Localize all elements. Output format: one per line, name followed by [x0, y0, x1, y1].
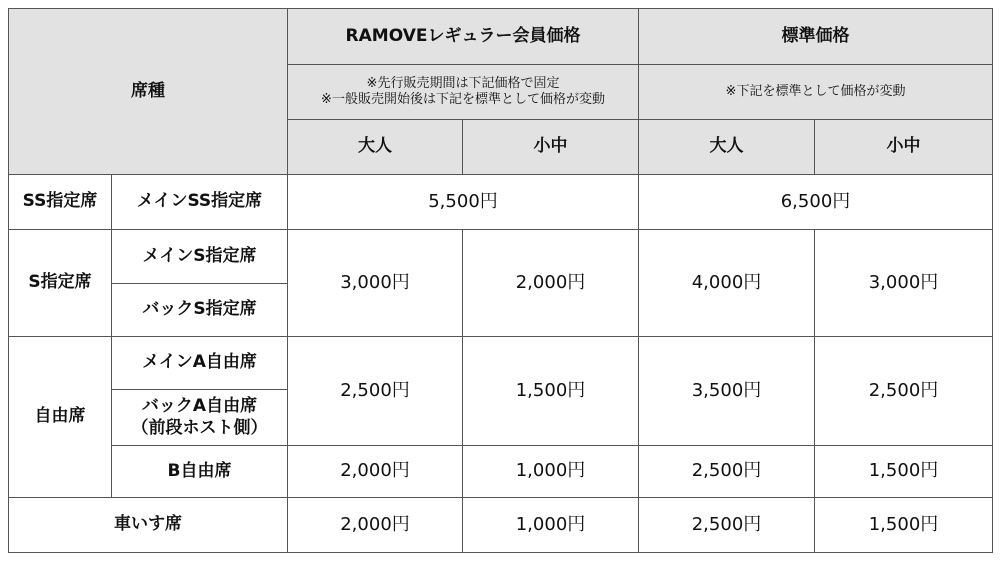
category-wheelchair: 車いす席: [9, 498, 288, 553]
price-b-standard-adult: 2,500円: [639, 446, 815, 498]
category-s: S指定席: [9, 230, 112, 337]
header-seat-type: 席種: [9, 9, 288, 175]
price-wheelchair-ramove-adult: 2,000円: [288, 498, 463, 553]
seat-back-a-free-line-2: （前段ホスト側）: [131, 417, 268, 438]
price-s-ramove-child: 2,000円: [463, 230, 639, 337]
category-free: 自由席: [9, 337, 112, 498]
seat-main-ss: メインSS指定席: [112, 175, 288, 230]
price-wheelchair-standard-child: 1,500円: [815, 498, 993, 553]
seat-main-s: メインS指定席: [112, 230, 288, 284]
seat-back-a-free: [112, 390, 288, 446]
price-ss-ramove: 5,500円: [288, 175, 639, 230]
price-free-standard-child: 2,500円: [815, 337, 993, 446]
seat-b-free: B自由席: [112, 446, 288, 498]
header-ramove-adult: 大人: [288, 120, 463, 175]
price-s-standard-adult: 4,000円: [639, 230, 815, 337]
seat-back-s: バックS指定席: [112, 284, 288, 337]
price-free-ramove-child: 1,500円: [463, 337, 639, 446]
seat-back-a-free-line-1: バックA自由席: [141, 396, 258, 417]
category-ss: SS指定席: [9, 175, 112, 230]
header-ramove-child: 小中: [463, 120, 639, 175]
price-wheelchair-standard-adult: 2,500円: [639, 498, 815, 553]
ramove-note-line-1: ※先行販売期間は下記価格で固定: [366, 75, 560, 91]
price-ss-standard: 6,500円: [639, 175, 993, 230]
ramove-note-line-2: ※一般販売開始後は下記を標準として価格が変動: [321, 92, 605, 107]
header-ramove-note: [288, 65, 639, 120]
price-s-ramove-adult: 3,000円: [288, 230, 463, 337]
price-wheelchair-ramove-child: 1,000円: [463, 498, 639, 553]
seat-main-a-free: メインA自由席: [112, 337, 288, 390]
header-standard-price: 標準価格: [639, 9, 993, 65]
price-b-standard-child: 1,500円: [815, 446, 993, 498]
price-s-standard-child: 3,000円: [815, 230, 993, 337]
header-ramove-price: RAMOVEレギュラー会員価格: [288, 9, 639, 65]
header-standard-adult: 大人: [639, 120, 815, 175]
price-b-ramove-child: 1,000円: [463, 446, 639, 498]
price-table: [8, 8, 993, 553]
price-b-ramove-adult: 2,000円: [288, 446, 463, 498]
header-standard-note: ※下記を標準として価格が変動: [639, 65, 993, 120]
price-free-standard-adult: 3,500円: [639, 337, 815, 446]
header-standard-child: 小中: [815, 120, 993, 175]
price-free-ramove-adult: 2,500円: [288, 337, 463, 446]
